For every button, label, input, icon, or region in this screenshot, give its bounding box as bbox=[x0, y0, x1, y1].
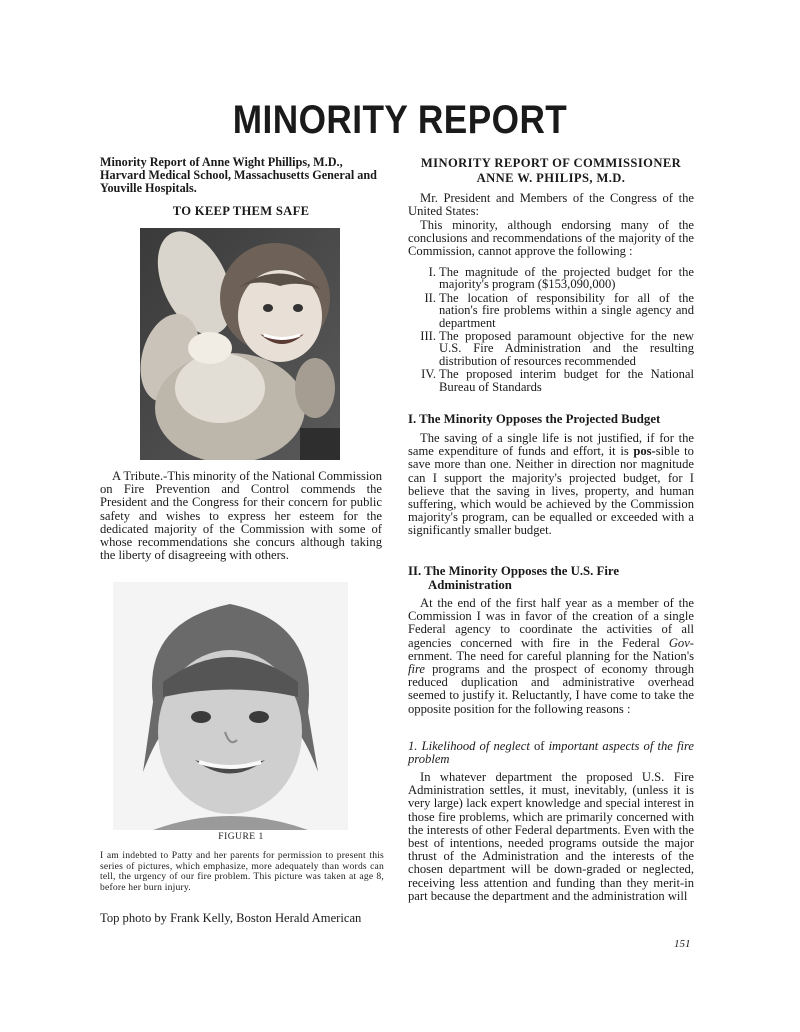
section2-text-c: programs and the prospect of economy through reduced duplication and administrative overhead seemed to justify it. Reluctantly, I have come to take the opposite position for the following reasons : bbox=[408, 662, 694, 716]
subtitle: TO KEEP THEM SAFE bbox=[172, 204, 310, 218]
section2-text-a: At the end of the first half year as a member of the Commission I was in favor of the creation of a single Federal agency to coordinate the activities of all agencies concerned with fire in the Federal bbox=[408, 596, 694, 650]
subheading-part-b: of bbox=[529, 739, 549, 753]
page-number: 151 bbox=[674, 938, 691, 950]
subheading-part-c: important aspects of the fire problem bbox=[408, 739, 694, 767]
subheading-part-a: 1. Likelihood of neglect bbox=[408, 739, 530, 753]
report-heading bbox=[408, 156, 694, 186]
section1-heading: I. The Minority Opposes the Projected Budget bbox=[408, 412, 661, 426]
intro-paragraph: This minority, although endorsing many of the conclusions and recommendations of the majority of the Commission, cannot approve the following : bbox=[408, 218, 694, 259]
section1-text-b: sible to save more than one. Neither in direction nor magnitude can I support the majority's projected budget, for I believe that the saving in lives, property, and human suffering, which would be achieved by the Commission majority's program, can be equalled or exceeded with a significantly smaller budget. bbox=[408, 444, 694, 538]
photo-credit: Top photo by Frank Kelly, Boston Herald American bbox=[100, 911, 362, 925]
list-item-text: The magnitude of the projected budget for the majority's program ($153,090,000) bbox=[439, 265, 694, 292]
section2-heading bbox=[408, 565, 694, 592]
section2-text-italic2: fire bbox=[408, 662, 426, 677]
list-item-text: The proposed paramount objective for the new U.S. Fire Administration and the resulting distribution of resources recommended bbox=[439, 329, 694, 368]
section2-body: In whatever department the proposed U.S. Fire Administration settles, it must, inevitably, (unless it is very large) lack expert knowledge and special interest in those fire problems, which are primarily concerned with the interests of other Federal departments. Even with the best of intentions, needed programs outside the major thrust of the Administration and the interests of the chosen department will be down-graded or neglected, receiving less attention and funding than they merit-in part because the department and the administration will bbox=[408, 770, 694, 903]
tribute-paragraph: A Tribute.-This minority of the National Commission on Fire Prevention and Control commends the President and the Congress for their concern for public safety and wishes to express her esteem for the dedicated majority of the Commission with some of whose recommendations she concurs although taking the liberty of disagreeing with others. bbox=[100, 469, 382, 563]
salutation: Mr. President and Members of the Congress of the United States: bbox=[408, 191, 694, 219]
page-title: MINORITY REPORT bbox=[232, 98, 568, 142]
list-item bbox=[408, 266, 694, 291]
photo-girl-portrait bbox=[113, 582, 348, 830]
section1-text-bold: pos- bbox=[633, 444, 656, 459]
photo-girl-with-toy bbox=[140, 228, 340, 460]
section1-paragraph bbox=[408, 432, 694, 538]
section2-heading-line1: II. The Minority Opposes the U.S. Fire bbox=[408, 564, 620, 578]
list-item-text: The location of responsibility for all of the nation's fire problems within a single agency and department bbox=[439, 290, 694, 330]
list-item bbox=[408, 368, 694, 393]
list-item bbox=[408, 292, 694, 329]
subheading-neglect bbox=[408, 740, 694, 766]
section1-text-a: The saving of a single life is not justified, if for the same expenditure of funds and effort, it is bbox=[408, 431, 694, 459]
author-byline bbox=[100, 156, 382, 195]
list-item-number: II. bbox=[424, 290, 436, 305]
figure-caption: I am indebted to Patty and her parents for permission to present this series of pictures, which emphasize, more adequately than words can tell, the urgency of our fire problem. This picture was taken at age 8, before her burn injury. bbox=[100, 850, 384, 893]
section2-heading-line2: Administration bbox=[428, 577, 512, 592]
list-item-text: The proposed interim budget for the National Bureau of Standards bbox=[439, 367, 694, 394]
report-heading-line2: ANNE W. PHILIPS, M.D. bbox=[476, 171, 626, 185]
photo-girl-with-toy-image bbox=[140, 228, 340, 460]
list-item bbox=[408, 330, 694, 367]
photo-girl-portrait-image bbox=[113, 582, 348, 830]
list-item-number: III. bbox=[420, 329, 436, 344]
section2-text-italic: Gov- bbox=[668, 635, 694, 650]
section2-paragraph bbox=[408, 597, 694, 716]
author-byline-text: Minority Report of Anne Wight Phillips, M.D., Harvard Medical School, Massachusetts General and Youville Hospitals. bbox=[100, 155, 377, 195]
objection-list bbox=[408, 266, 694, 393]
list-item-number: IV. bbox=[421, 367, 436, 382]
section2-text-b: ernment. The need for careful planning for the Nation's bbox=[408, 648, 694, 663]
report-heading-line1: MINORITY REPORT OF COMMISSIONER bbox=[420, 156, 682, 170]
list-item-number: I. bbox=[428, 265, 436, 279]
figure-label: FIGURE 1 bbox=[218, 832, 264, 842]
